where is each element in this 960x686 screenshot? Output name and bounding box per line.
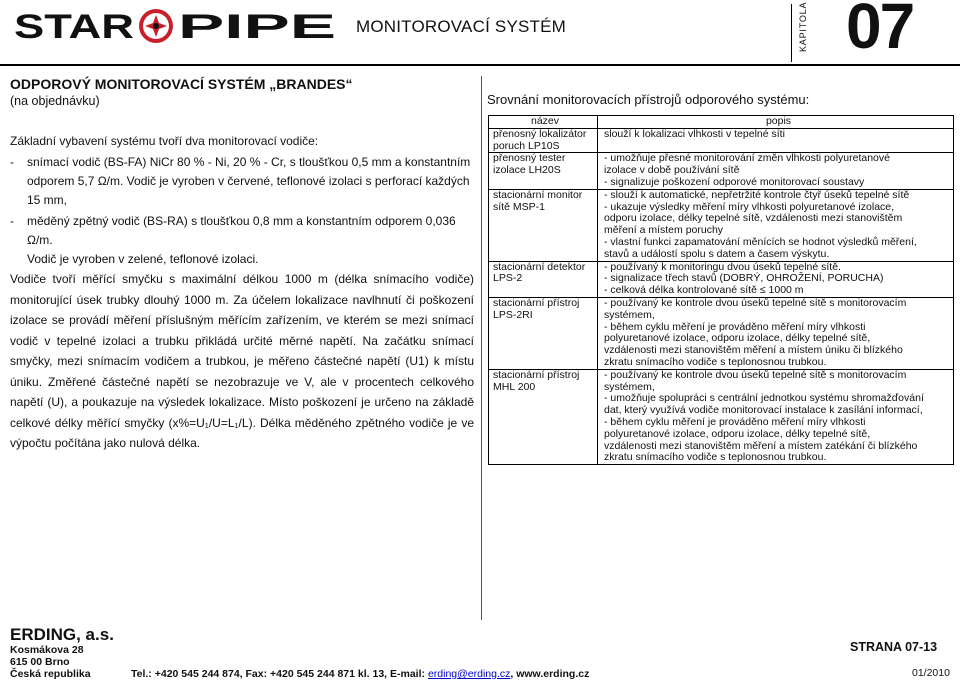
star-pipe-logo [12,6,342,46]
page-number: STRANA 07-13 [850,640,938,654]
table-row [488,370,954,465]
column-divider [481,76,482,620]
issue-date: 01/2010 [912,667,950,679]
table-row [488,298,954,370]
table-row [488,262,954,298]
left-column [10,76,474,454]
email-link[interactable]: erding@erding.cz [427,668,511,680]
bullet-continuation: Vodič je vyroben v zelené, teflonové izolaci. [27,252,259,266]
device-name: přenosný lokalizátor poruch LP10S [488,129,598,154]
bullet-dash: - [10,214,14,228]
column-header-name: název [488,115,598,129]
bullet-return-wire [10,212,474,250]
section-title: ODPOROVÝ MONITOROVACÍ SYSTÉM „BRANDES“ [10,76,353,92]
device-description: - používaný k monitoringu dvou úseků tepelné sítě. - signalizace třech stavů (DOBRÝ, OHROŽENÍ, PORUCHA) - celková délka kontrolované sítě ≤ 1000 m [598,262,954,298]
svg-text:STAR: STAR [14,8,134,46]
device-description: - používaný ke kontrole dvou úseků tepelné sítě s monitorovacím systémem, - umožňuje spolupráci s centrální jednotkou systému shromažďování dat, který využívá vodiče monitorovací instalace k zasílání informací, - během cyklu měření je prováděno měření míry vlhkosti polyuretanové izolace, odporu izolace, délky tepelné sítě, vzdálenosti mezi stanovištěm měření a místem zatékání či blízkého zkratu snímacího vodiče s teplonosnou trubkou. [598,370,954,465]
body-paragraph: Vodiče tvoří měřící smyčku s maximální délkou 1000 m (délka snímacího vodiče) monitorující úsek trubky dlouhý 1000 m. Za účelem lokalizace navlhnutí či poškození izolace se provádí měření příslušným měřícím zařízením, ve kterém se mezi snímací vodič v tepelné izolaci a trubku přikládá určité měrné napětí. Na začátku snímací smyčky, mezi snímacím vodičem a trubkou, je měřeno částečné napětí (U1) k místu úniku. Změřené částečné napětí se nezobrazuje ve V, ale v procentech celkového napětí (U), a poukazuje na výsledek lokalizace. Místo poškození je určeno na základě celkové délky měřící smyčky (x%=U₁/U=L₁/L). Délka měděného zpětného vodiče je ve výpočtu počítána jako nulová délka. [10,272,474,450]
header-rule [0,64,960,66]
comparison-title: Srovnání monitorovacích přístrojů odporového systému: [487,92,810,107]
footer-company-name: ERDING, a.s. [10,625,114,644]
device-name: přenosný tester izolace LH20S [488,153,598,189]
intro-text: Základní vybavení systému tvoří dva monitorovací vodiče: [10,134,319,148]
column-header-description: popis [598,115,954,129]
svg-text:PIPE: PIPE [178,8,336,46]
kapitola-label: KAPITOLA [798,1,808,52]
device-name: stacionární přístroj MHL 200 [488,370,598,465]
contact-text: Tel.: +420 545 244 874, Fax: +420 545 244 871 kl. 13, E-mail: [131,668,428,680]
footer-country: Česká republika [10,668,91,680]
device-description: - používaný ke kontrole dvou úseků tepelné sítě s monitorovacím systémem, - během cyklu měření je prováděno měření míry vlhkosti polyuretanové izolace, odporu izolace, délky tepelné sítě, vzdálenosti mezi stanovištěm měření a místem úniku či blízkého zkratu snímacího vodiče s teplonosnou trubkou. [598,298,954,370]
bullet-sensing-wire [10,153,474,210]
device-description: - umožňuje přesné monitorování změn vlhkosti polyuretanové izolace v době používání sítě - signalizuje poškození odporové monitorovací soustavy [598,153,954,189]
table-row [488,190,954,262]
footer-city: 615 00 Brno [10,656,70,668]
device-name: stacionární detektor LPS-2 [488,262,598,298]
table-header-row [488,115,954,129]
table-row [488,129,954,154]
bullet-text: měděný zpětný vodič (BS-RA) s tloušťkou 0,8 mm a konstantním odporem 0,036 Ω/m. [27,214,456,247]
footer-street: Kosmákova 28 [10,644,84,656]
footer-address [10,644,91,680]
website-text: , www.erding.cz [510,668,590,680]
table-row [488,153,954,189]
bullet-text: snímací vodič (BS-FA) NiCr 80 % - Ni, 20 % - Cr, s tloušťkou 0,5 mm a konstantním odporem 5,7 Ω/m. Vodič je vyroben v červené, teflonové izolaci s perforací každých 15 mm, [27,155,471,207]
chapter-number: 07 [846,0,914,62]
device-name: stacionární monitor sítě MSP-1 [488,190,598,262]
device-description: slouží k lokalizaci vlhkosti v tepelné síti [598,129,954,154]
bullet-dash: - [10,155,14,169]
device-name: stacionární přístroj LPS-2RI [488,298,598,370]
footer-contact [131,668,589,680]
device-description: - slouží k automatické, nepřetržité kontrole čtyř úseků tepelné sítě - ukazuje výsledky měření míry vlhkosti polyuretanové izolace, odporu izolace, délky tepelné sítě, vzdálenosti mezi stanovištěm měření a místem poruchy - vlastní funkci zapamatování měnících se hodnot výsledků měření, stavů a událostí spolu s datem a časem výskytu. [598,190,954,262]
page-header-title: MONITOROVACÍ SYSTÉM [356,17,567,36]
section-subtitle: (na objednávku) [10,94,100,108]
comparison-table [488,115,954,465]
